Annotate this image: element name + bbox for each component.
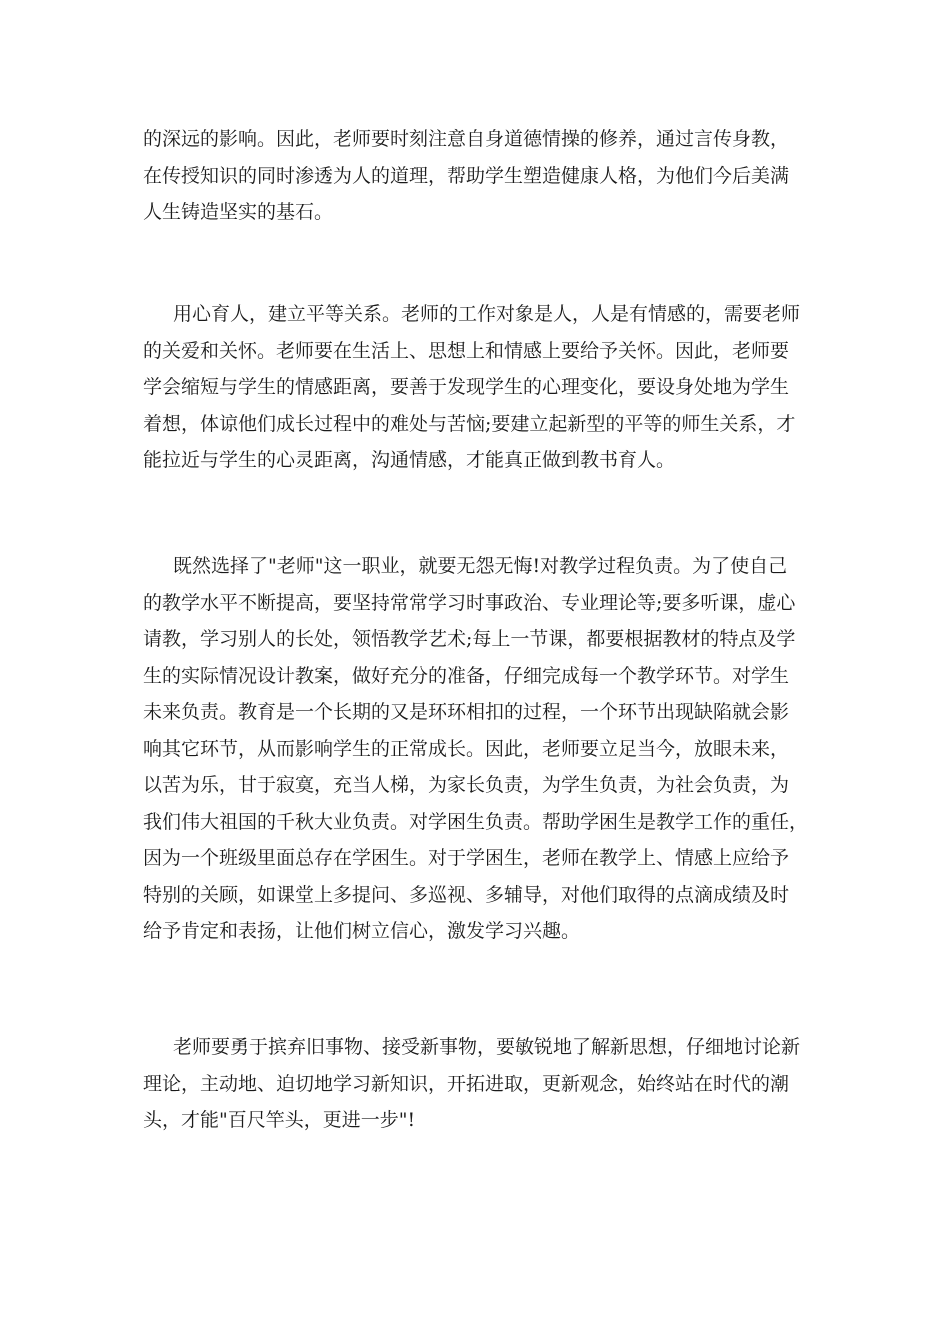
paragraph-line: 着想，体谅他们成长过程中的难处与苦恼;要建立起新型的平等的师生关系，才 [143, 412, 796, 435]
paragraph-line: 我们伟大祖国的千秋大业负责。对学困生负责。帮助学困生是教学工作的重任， [143, 810, 809, 833]
paragraph-1 [143, 121, 808, 231]
paragraph-line: 用心育人，建立平等关系。老师的工作对象是人，人是有情感的，需要老师 [173, 303, 801, 325]
paragraph-line: 特别的关顾，如课堂上多提问、多巡视、多辅导，对他们取得的点滴成绩及时 [143, 883, 790, 906]
paragraph-line: 头，才能"百尺竿头，更进一步"! [143, 1109, 416, 1131]
paragraph-line: 生的实际情况设计教案，做好充分的准备，仔细完成每一个教学环节。对学生 [143, 664, 790, 687]
paragraph-line: 请教，学习别人的长处，领悟教学艺术;每上一节课，都要根据教材的特点及学 [143, 628, 796, 650]
paragraph-3 [143, 548, 808, 950]
paragraph-line: 既然选择了"老师"这一职业，就要无怨无悔!对教学过程负责。为了使自己 [173, 555, 788, 577]
paragraph-2 [143, 296, 808, 479]
paragraph-line: 的深远的影响。因此，老师要时刻注意自身道德情操的修养，通过言传身教， [143, 128, 790, 150]
paragraph-line: 在传授知识的同时渗透为人的道理，帮助学生塑造健康人格，为他们今后美满 [143, 164, 790, 187]
paragraph-line: 老师要勇于摈弃旧事物、接受新事物，要敏锐地了解新思想，仔细地讨论新 [173, 1036, 801, 1058]
paragraph-line: 理论，主动地、迫切地学习新知识，开拓进取，更新观念，始终站在时代的潮 [143, 1072, 790, 1095]
paragraph-line: 以苦为乐，甘于寂寞，充当人梯，为家长负责，为学生负责，为社会负责，为 [143, 774, 790, 796]
paragraph-line: 学会缩短与学生的情感距离，要善于发现学生的心理变化，要设身处地为学生 [143, 376, 790, 398]
paragraph-line: 给予肯定和表扬，让他们树立信心，激发学习兴趣。 [143, 920, 581, 942]
paragraph-line: 因为一个班级里面总存在学困生。对于学困生，老师在教学上、情感上应给予 [143, 847, 790, 869]
paragraph-line: 的教学水平不断提高，要坚持常常学习时事政治、专业理论等;要多听课，虚心 [143, 591, 796, 614]
paragraph-4 [143, 1029, 808, 1139]
paragraph-line: 人生铸造坚实的基石。 [143, 201, 334, 223]
paragraph-line: 的关爱和关怀。老师要在生活上、思想上和情感上要给予关怀。因此，老师要 [143, 339, 790, 362]
paragraph-line: 未来负责。教育是一个长期的又是环环相扣的过程，一个环节出现缺陷就会影 [143, 701, 790, 723]
paragraph-line: 能拉近与学生的心灵距离，沟通情感，才能真正做到教书育人。 [143, 449, 676, 471]
paragraph-line: 响其它环节，从而影响学生的正常成长。因此，老师要立足当今，放眼未来， [143, 737, 790, 760]
